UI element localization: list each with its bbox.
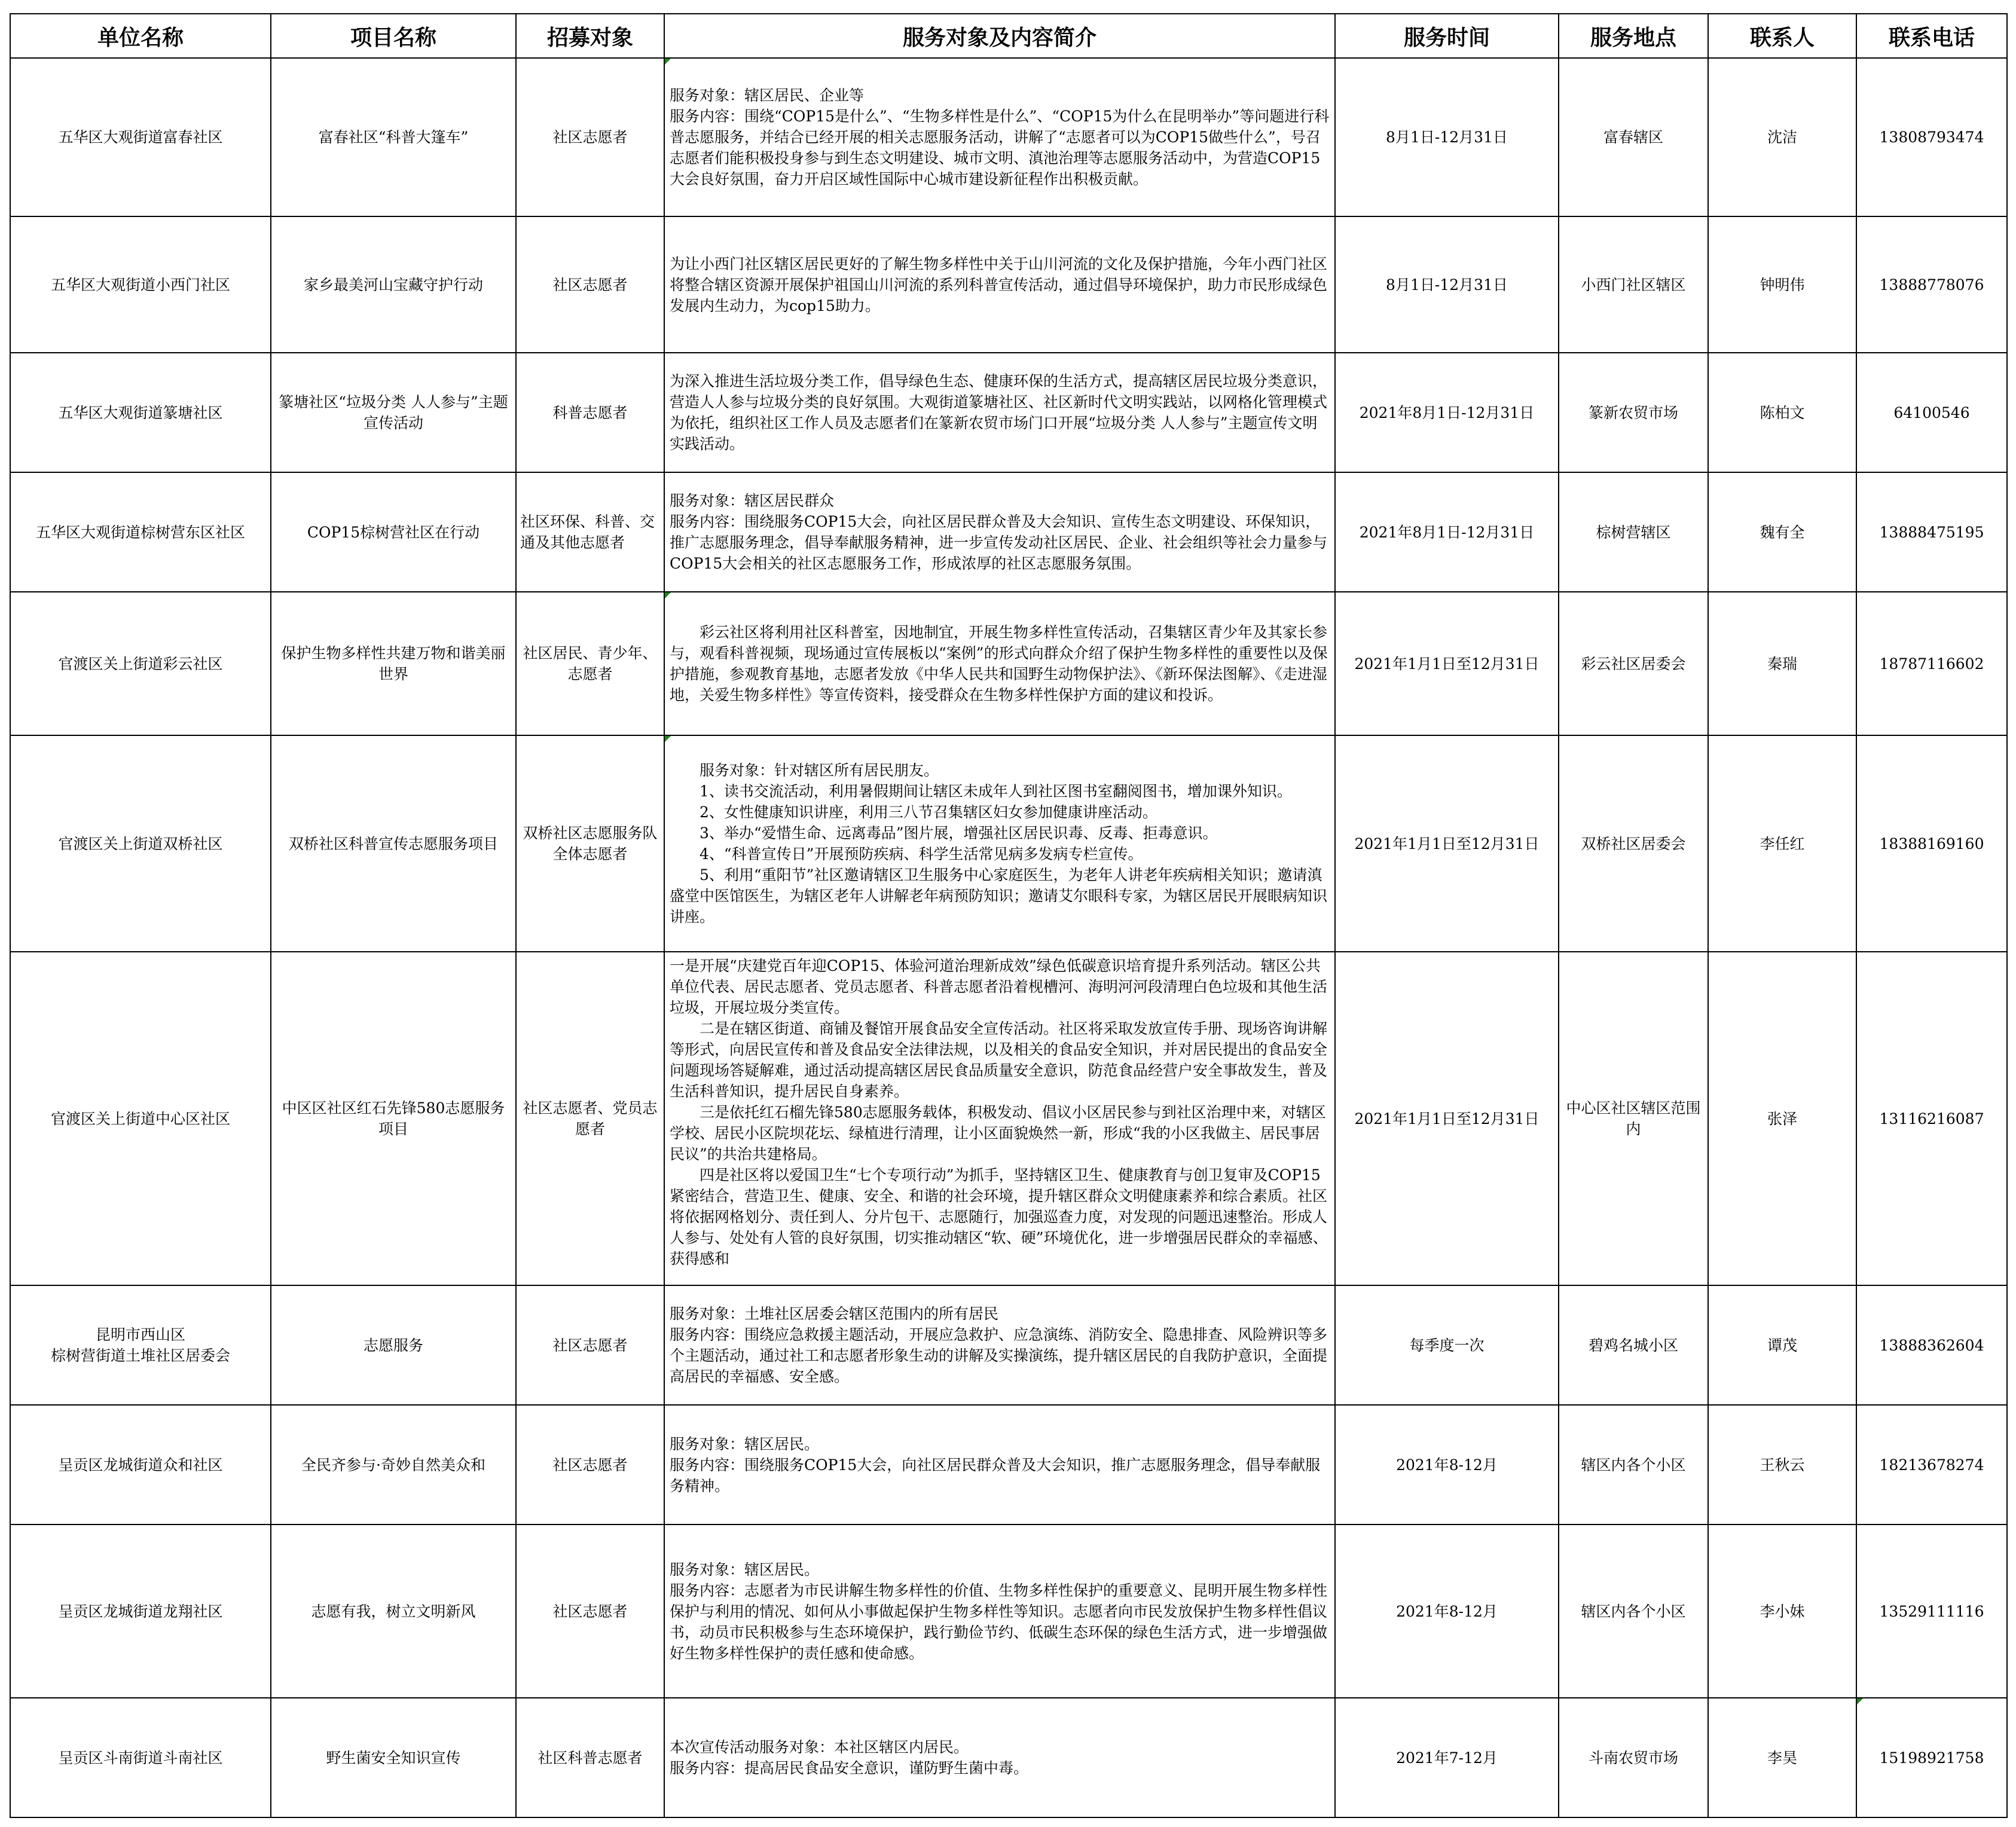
description-text: 服务对象：辖区居民。 服务内容：围绕服务COP15大会，向社区居民群众普及大会知识，推广志愿服务理念，倡导奉献服务精神。 <box>670 1435 1321 1495</box>
description-cell <box>664 592 1335 735</box>
description-text: 一是开展“庆建党百年迎COP15、体验河道治理新成效”绿色低碳意识培育提升系列活动。辖区公共单位代表、居民志愿者、党员志愿者、科普志愿者沿着枧槽河、海明河河段清理白色垃圾和其他生活垃圾，开展垃圾分类宣传。 二是在辖区街道、商铺及餐馆开展食品安全宣传活动。社区将采取发放宣传手册、现场咨询讲解等形式，向居民宣传和普及食品安全法律法规，以及相关的食品安全知识，并对居民提出的食品安全问题现场答疑解难，通过活动提高辖区居民食品质量安全意识，防范食品经营户安全事故发生，普及生活科普知识，提升居民自身素养。 三是依托红石榴先锋580志愿服务载体，积极发动、倡议小区居民参与到社区治理中来，对辖区学校、居民小区院坝花坛、绿植进行清理，让小区面貌焕然一新，形成“我的小区我做主、居民事居民议”的共治共建格局。 四是社区将以爱国卫生“七个专项行动”为抓手，坚持辖区卫生、健康教育与创卫复审及COP15紧密结合，营造卫生、健康、安全、和谐的社会环境，提升辖区群众文明健康素养和综合素质。社区将依据网格划分、责任到人、分片包干、志愿随行，加强巡查力度，对发现的问题迅速整治。形成人人参与、处处有人管的良好氛围，切实推动辖区“软、硬”环境优化，进一步增强居民群众的幸福感、获得感和 <box>670 957 1328 1267</box>
phone-cell: 18787116602 <box>1856 592 2007 735</box>
contact-cell: 秦瑞 <box>1708 592 1856 735</box>
table-row <box>10 216 2007 353</box>
header-unit: 单位名称 <box>10 14 271 58</box>
project-cell: 志愿服务 <box>271 1285 516 1405</box>
place-cell: 彩云社区居委会 <box>1559 592 1708 735</box>
description-cell <box>664 1524 1335 1698</box>
target-cell: 社区志愿者 <box>516 1405 664 1524</box>
description-cell <box>664 58 1335 216</box>
table-row <box>10 353 2007 472</box>
description-text: 为深入推进生活垃圾分类工作，倡导绿色生态、健康环保的生活方式，提高辖区居民垃圾分类意识，营造人人参与垃圾分类的良好氛围。大观街道篆塘社区、社区新时代文明实践站，以网格化管理模式为依托，组织社区工作人员及志愿者们在篆新农贸市场门口开展“垃圾分类 人人参与”主题宣传文明实践活动。 <box>670 372 1328 453</box>
header-place: 服务地点 <box>1559 14 1708 58</box>
contact-cell: 沈洁 <box>1708 58 1856 216</box>
description-cell <box>664 472 1335 592</box>
project-cell: 保护生物多样性共建万物和谐美丽世界 <box>271 592 516 735</box>
target-cell: 社区志愿者 <box>516 216 664 353</box>
description-cell <box>664 735 1335 952</box>
project-cell: 家乡最美河山宝藏守护行动 <box>271 216 516 353</box>
description-cell <box>664 1285 1335 1405</box>
target-cell: 社区科普志愿者 <box>516 1698 664 1817</box>
target-cell: 社区居民、青少年、志愿者 <box>516 592 664 735</box>
header-row <box>10 14 2007 58</box>
phone-cell: 13888475195 <box>1856 472 2007 592</box>
table-row <box>10 1524 2007 1698</box>
unit-cell: 呈贡区斗南街道斗南社区 <box>10 1698 271 1817</box>
phone-cell: 13808793474 <box>1856 58 2007 216</box>
description-text: 服务对象：辖区居民、企业等 服务内容：围绕“COP15是什么”、“生物多样性是什么”、“COP15为什么在昆明举办”等问题进行科普志愿服务，并结合已经开展的相关志愿服务活动，讲解了“志愿者可以为COP15做些什么”，号召志愿者们能积极投身参与到生态文明建设、城市文明、滇池治理等志愿服务活动中，为营造COP15大会良好氛围，奋力开启区域性国际中心城市建设新征程作出积极贡献。 <box>670 87 1330 188</box>
time-cell: 每季度一次 <box>1335 1285 1559 1405</box>
place-cell: 辖区内各个小区 <box>1559 1405 1708 1524</box>
time-cell: 2021年1月1日至12月31日 <box>1335 592 1559 735</box>
header-time: 服务时间 <box>1335 14 1559 58</box>
cell-comment-marker <box>665 592 671 598</box>
table-row <box>10 592 2007 735</box>
table-row <box>10 735 2007 952</box>
phone-cell: 18213678274 <box>1856 1405 2007 1524</box>
time-cell: 2021年1月1日至12月31日 <box>1335 735 1559 952</box>
time-cell: 2021年7-12月 <box>1335 1698 1559 1817</box>
place-cell: 辖区内各个小区 <box>1559 1524 1708 1698</box>
contact-cell: 魏有全 <box>1708 472 1856 592</box>
phone-cell: 18388169160 <box>1856 735 2007 952</box>
unit-cell: 五华区大观街道棕树营东区社区 <box>10 472 271 592</box>
unit-cell: 昆明市西山区 棕树营街道土堆社区居委会 <box>10 1285 271 1405</box>
project-cell: 野生菌安全知识宣传 <box>271 1698 516 1817</box>
unit-cell: 呈贡区龙城街道众和社区 <box>10 1405 271 1524</box>
project-cell: COP15棕树营社区在行动 <box>271 472 516 592</box>
header-phone: 联系电话 <box>1856 14 2007 58</box>
project-cell: 双桥社区科普宣传志愿服务项目 <box>271 735 516 952</box>
description-cell <box>664 952 1335 1285</box>
time-cell: 8月1日-12月31日 <box>1335 58 1559 216</box>
contact-cell: 钟明伟 <box>1708 216 1856 353</box>
volunteer-project-table <box>10 13 2008 1818</box>
phone-cell: 13116216087 <box>1856 952 2007 1285</box>
contact-cell: 李小妹 <box>1708 1524 1856 1698</box>
phone-cell: 13888778076 <box>1856 216 2007 353</box>
time-cell: 2021年8-12月 <box>1335 1405 1559 1524</box>
volunteer-project-table-sheet <box>10 13 2008 1818</box>
phone-cell <box>1856 1698 2007 1817</box>
table-row <box>10 58 2007 216</box>
description-cell <box>664 353 1335 472</box>
unit-cell: 五华区大观街道小西门社区 <box>10 216 271 353</box>
time-cell: 8月1日-12月31日 <box>1335 216 1559 353</box>
description-text: 服务对象：辖区居民群众 服务内容：围绕服务COP15大会，向社区居民群众普及大会知识、宣传生态文明建设、环保知识，推广志愿服务理念，倡导奉献服务精神，进一步宣传发动社区居民、企业、社会组织等社会力量参与COP15大会相关的社区志愿服务工作，形成浓厚的社区志愿服务氛围。 <box>670 492 1328 572</box>
header-target: 招募对象 <box>516 14 664 58</box>
contact-cell: 谭茂 <box>1708 1285 1856 1405</box>
target-cell: 科普志愿者 <box>516 353 664 472</box>
place-cell: 小西门社区辖区 <box>1559 216 1708 353</box>
description-cell <box>664 1405 1335 1524</box>
description-text: 本次宣传活动服务对象：本社区辖区内居民。 服务内容：提高居民食品安全意识，谨防野生菌中毒。 <box>670 1739 1029 1777</box>
header-contact: 联系人 <box>1708 14 1856 58</box>
unit-cell: 呈贡区龙城街道龙翔社区 <box>10 1524 271 1698</box>
project-cell: 富春社区“科普大篷车” <box>271 58 516 216</box>
place-cell: 斗南农贸市场 <box>1559 1698 1708 1817</box>
description-text: 彩云社区将利用社区科普室，因地制宜，开展生物多样性宣传活动，召集辖区青少年及其家长参与，观看科普视频，现场通过宣传展板以“案例”的形式向群众介绍了保护生物多样性的重要性以及保护措施，参观教育基地，志愿者发放《中华人民共和国野生动物保护法》、《新环保法图解》、《走进湿地，关爱生物多样性》等宣传资料，接受群众在生物多样性保护方面的建议和投诉。 <box>670 624 1328 704</box>
table-row <box>10 1405 2007 1524</box>
description-text: 为让小西门社区辖区居民更好的了解生物多样性中关于山川河流的文化及保护措施，今年小西门社区将整合辖区资源开展保护祖国山川河流的系列科普宣传活动，通过倡导环境保护，助力市民形成绿色发展内生动力，为cop15助力。 <box>670 255 1328 314</box>
contact-cell: 陈柏文 <box>1708 353 1856 472</box>
description-text: 服务对象：辖区居民。 服务内容：志愿者为市民讲解生物多样性的价值、生物多样性保护的重要意义、昆明开展生物多样性保护与利用的情况、如何从小事做起保护生物多样性等知识。志愿者向市民发放保护生物多样性倡议书，动员市民积极参与生态环境保护，践行勤俭节约、低碳生态环保的绿色生活方式，进一步增强做好生物多样性保护的责任感和使命感。 <box>670 1560 1328 1662</box>
contact-cell: 李昊 <box>1708 1698 1856 1817</box>
description-cell <box>664 216 1335 353</box>
place-cell: 富春辖区 <box>1559 58 1708 216</box>
unit-cell: 官渡区关上街道彩云社区 <box>10 592 271 735</box>
phone-cell: 13529111116 <box>1856 1524 2007 1698</box>
table-row <box>10 1285 2007 1405</box>
contact-cell: 李任红 <box>1708 735 1856 952</box>
cell-comment-marker <box>1857 1698 1863 1704</box>
target-cell: 社区环保、科普、交通及其他志愿者 <box>516 472 664 592</box>
header-description: 服务对象及内容简介 <box>664 14 1335 58</box>
project-cell: 篆塘社区“垃圾分类 人人参与”主题宣传活动 <box>271 353 516 472</box>
cell-comment-marker <box>665 736 671 742</box>
time-cell: 2021年8-12月 <box>1335 1524 1559 1698</box>
time-cell: 2021年1月1日至12月31日 <box>1335 952 1559 1285</box>
unit-cell: 五华区大观街道富春社区 <box>10 58 271 216</box>
contact-cell: 王秋云 <box>1708 1405 1856 1524</box>
target-cell: 社区志愿者 <box>516 1524 664 1698</box>
contact-cell: 张泽 <box>1708 952 1856 1285</box>
target-cell: 双桥社区志愿服务队全体志愿者 <box>516 735 664 952</box>
cell-comment-marker <box>665 59 671 65</box>
phone-text: 15198921758 <box>1879 1749 1984 1767</box>
unit-cell: 官渡区关上街道双桥社区 <box>10 735 271 952</box>
place-cell: 棕树营辖区 <box>1559 472 1708 592</box>
phone-cell: 13888362604 <box>1856 1285 2007 1405</box>
description-text: 服务对象：土堆社区居委会辖区范围内的所有居民 服务内容：围绕应急救援主题活动，开展应急救护、应急演练、消防安全、隐患排查、风险辨识等多个主题活动，通过社工和志愿者形象生动的讲解及实操演练，提升辖区居民的自我防护意识，全面提高居民的幸福感、安全感。 <box>670 1305 1328 1385</box>
target-cell: 社区志愿者、党员志愿者 <box>516 952 664 1285</box>
place-cell: 双桥社区居委会 <box>1559 735 1708 952</box>
phone-cell: 64100546 <box>1856 353 2007 472</box>
project-cell: 志愿有我，树立文明新风 <box>271 1524 516 1698</box>
unit-cell: 五华区大观街道篆塘社区 <box>10 353 271 472</box>
project-cell: 中区区社区红石先锋580志愿服务项目 <box>271 952 516 1285</box>
project-cell: 全民齐参与·奇妙自然美众和 <box>271 1405 516 1524</box>
header-project: 项目名称 <box>271 14 516 58</box>
place-cell: 篆新农贸市场 <box>1559 353 1708 472</box>
unit-cell: 官渡区关上街道中心区社区 <box>10 952 271 1285</box>
target-cell: 社区志愿者 <box>516 58 664 216</box>
table-row <box>10 952 2007 1285</box>
table-row <box>10 472 2007 592</box>
time-cell: 2021年8月1日-12月31日 <box>1335 353 1559 472</box>
target-cell: 社区志愿者 <box>516 1285 664 1405</box>
time-cell: 2021年8月1日-12月31日 <box>1335 472 1559 592</box>
place-cell: 中心区社区辖区范围内 <box>1559 952 1708 1285</box>
table-row <box>10 1698 2007 1817</box>
description-text: 服务对象：针对辖区所有居民朋友。 1、读书交流活动，利用暑假期间让辖区未成年人到社区图书室翻阅图书，增加课外知识。 2、女性健康知识讲座，利用三八节召集辖区妇女参加健康讲座活动。 3、举办“爱惜生命、远离毒品”图片展，增强社区居民识毒、反毒、拒毒意识。 4、“科普宣传日”开展预防疾病、科学生活常见病多发病专栏宣传。 5、利用“重阳节”社区邀请辖区卫生服务中心家庭医生，为老年人讲老年疾病相关知识；邀请滇盛堂中医馆医生，为辖区老年人讲解老年病预防知识；邀请艾尔眼科专家，为辖区居民开展眼病知识讲座。 <box>670 762 1328 925</box>
description-cell <box>664 1698 1335 1817</box>
place-cell: 碧鸡名城小区 <box>1559 1285 1708 1405</box>
